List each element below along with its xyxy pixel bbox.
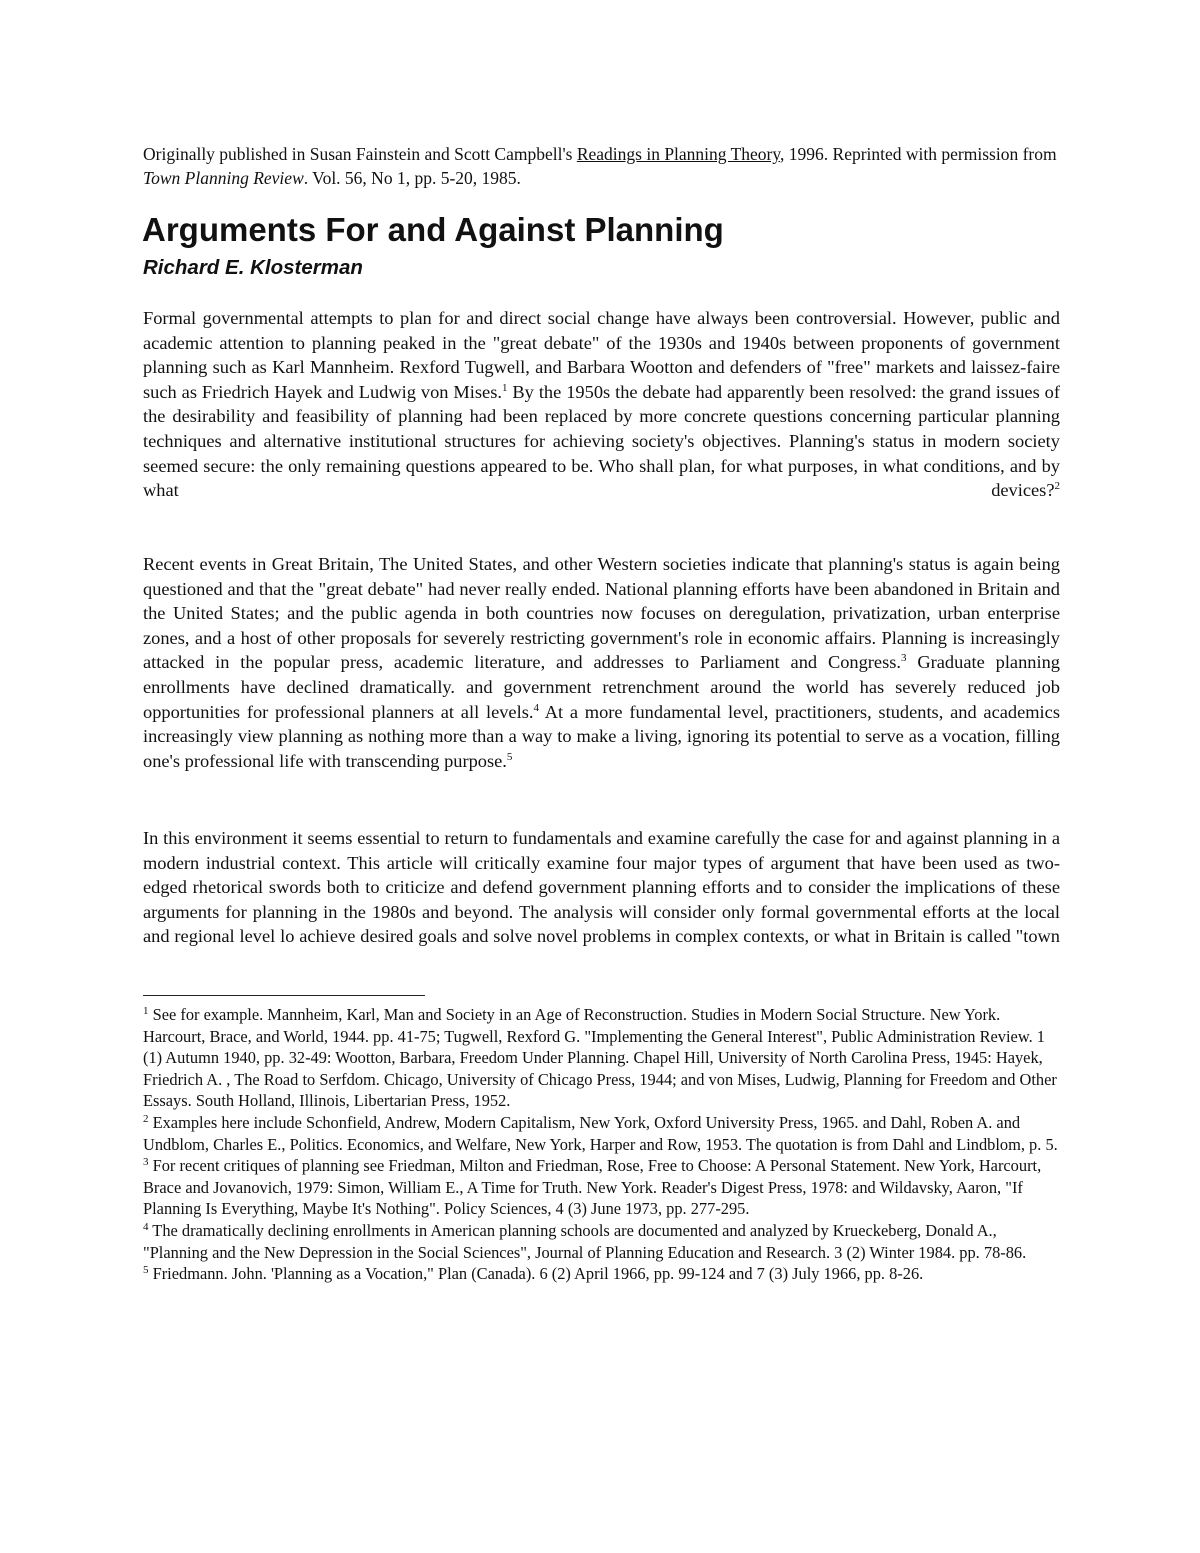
footnote-number: 4 bbox=[143, 1220, 149, 1233]
publication-note-suffix: . Vol. 56, No 1, pp. 5-20, 1985. bbox=[303, 168, 521, 188]
article-author: Richard E. Klosterman bbox=[143, 256, 363, 279]
publication-note-middle: , 1996. Reprinted with permission from bbox=[780, 144, 1057, 164]
paragraph-text: By the 1950s the debate had apparently been resolved: the grand issues of the desirability and feasibility of planning had been replaced by more concrete questions concerning particular planning techniques and alternative institutional structures for achieving society's objectives. Planning's status in modern society seemed secure: the only remaining questions appeared to be. Who shall plan, for what purposes, in what conditions, and by what devices? bbox=[143, 381, 1061, 501]
footnote-ref-3: 3 bbox=[901, 652, 907, 665]
footnote-ref-4: 4 bbox=[533, 701, 539, 714]
footnote-ref-5: 5 bbox=[506, 750, 513, 763]
paragraph-text: At a more fundamental level, practitioners, students, and academics increasingly view planning as nothing more than a way to make a living, ignoring its potential to serve as a vocation, filling one's professional life with transcending purpose. bbox=[143, 701, 1060, 771]
footnote-number: 1 bbox=[143, 1005, 149, 1017]
footnote-text: Examples here include Schonfield, Andrew, Modern Capitalism, New York, Oxford University Press, 1965. and Dahl, Roben A. and Undblom, Charles E., Politics. Economics, and Welfare, New York, Harper and Row, 1953. The quotation is from Dahl and Lindblom, p. 5. bbox=[143, 1112, 1058, 1154]
article-title: Arguments For and Against Planning bbox=[142, 211, 724, 248]
paragraph-text: Graduate planning enrollments have declined dramatically. and government retrenchment around the world has severely reduced job opportunities for professional planners at all levels. bbox=[143, 652, 1060, 722]
body-paragraph-3: In this environment it seems essential to return to fundamentals and examine carefully the case for and against planning in a modern industrial context. This article will critically examine four major types of argument that have been used as two-edged rhetorical swords both to criticize and defend government planning efforts and to consider the implications of these arguments for planning in the 1980s and beyond. The analysis will consider only formal governmental efforts at the local and regional level lo achieve desired goals and solve novel problems in complex contexts, or what in Britain is called "town bbox=[143, 828, 1060, 947]
footnote-2 bbox=[143, 1112, 1063, 1155]
book-title: Readings in Planning Theory bbox=[576, 144, 781, 164]
footnote-number: 5 bbox=[143, 1264, 149, 1277]
footnote-ref-1: 1 bbox=[501, 381, 508, 394]
footnote-divider bbox=[143, 995, 425, 996]
body-paragraph-2 bbox=[143, 552, 1060, 773]
footnote-text: Friedmann. John. 'Planning as a Vocation," Plan (Canada). 6 (2) April 1966, pp. 99-124 and 7 (3) July 1966, pp. 8-26. bbox=[148, 1264, 924, 1284]
footnote-number: 2 bbox=[143, 1112, 149, 1125]
publication-note-prefix: Originally published in Susan Fainstein and Scott Campbell's bbox=[143, 144, 577, 164]
paragraph-text: Recent events in Great Britain, The United States, and other Western societies indicate that planning's status is again being questioned and that the "great debate" had never really ended. National planning efforts have been abandoned in Britain and the United States; and the public agenda in both countries now focuses on deregulation, privatization, urban enterprise zones, and a host of other proposals for severely restricting government's role in economic affairs. Planning is increasingly attacked in the popular press, academic literature, and addresses to Parliament and Congress. bbox=[143, 554, 1060, 673]
footnote-text: See for example. Mannheim, Karl, Man and Society in an Age of Reconstruction. Studies in Modern Social Structure. New York. Harcourt, Brace, and World, 1944. pp. 41-75; Tugwell, Rexford G. "Implementing the General Interest", Public Administration Review. 1 (1) Autumn 1940, pp. 32-49: Wootton, Barbara, Freedom Under Planning. Chapel Hill, University of North Carolina Press, 1945: Hayek, Friedrich A. , The Road to Serfdom. Chicago, University of Chicago Press, 1944; and von Mises, Ludwig, Planning for Freedom and Other Essays. South Holland, Illinois, Libertarian Press, 1952. bbox=[143, 1005, 1057, 1111]
footnote-text: The dramatically declining enrollments in American planning schools are documented and analyzed by Krueckeberg, Donald A., "Planning and the New Depression in the Social Sciences", Journal of Planning Education and Research. 3 (2) Winter 1984. pp. 78-86. bbox=[143, 1220, 1027, 1262]
footnote-1 bbox=[143, 1004, 1063, 1112]
journal-title: Town Planning Review bbox=[143, 168, 304, 188]
footnote-text: For recent critiques of planning see Friedman, Milton and Friedman, Rose, Free to Choose: A Personal Statement. New York, Harcourt, Brace and Jovanovich, 1979: Simon, William E., A Time for Truth. New York. Reader's Digest Press, 1978: and Wildavsky, Aaron, "If Planning Is Everything, Maybe It's Nothing". Policy Sciences, 4 (3) June 1973, pp. 277-295. bbox=[143, 1156, 1042, 1219]
footnote-number: 3 bbox=[143, 1156, 149, 1169]
body-paragraph-1 bbox=[143, 306, 1060, 503]
footnote-3 bbox=[143, 1155, 1063, 1220]
footnote-5 bbox=[143, 1263, 1063, 1285]
footnote-ref-2: 2 bbox=[1054, 480, 1060, 493]
footnote-4 bbox=[143, 1220, 1063, 1263]
footnotes bbox=[143, 1004, 1063, 1285]
paragraph-text: Formal governmental attempts to plan for and direct social change have always been controversial. However, public and academic attention to planning peaked in the "great debate" of the 1930s and 1940s between proponents of government planning such as Karl Mannheim. Rexford Tugwell, and Barbara Wootton and defenders of "free" markets and laissez-faire such as Friedrich Hayek and Ludwig von Mises. bbox=[143, 308, 1060, 402]
publication-note bbox=[143, 142, 1063, 190]
